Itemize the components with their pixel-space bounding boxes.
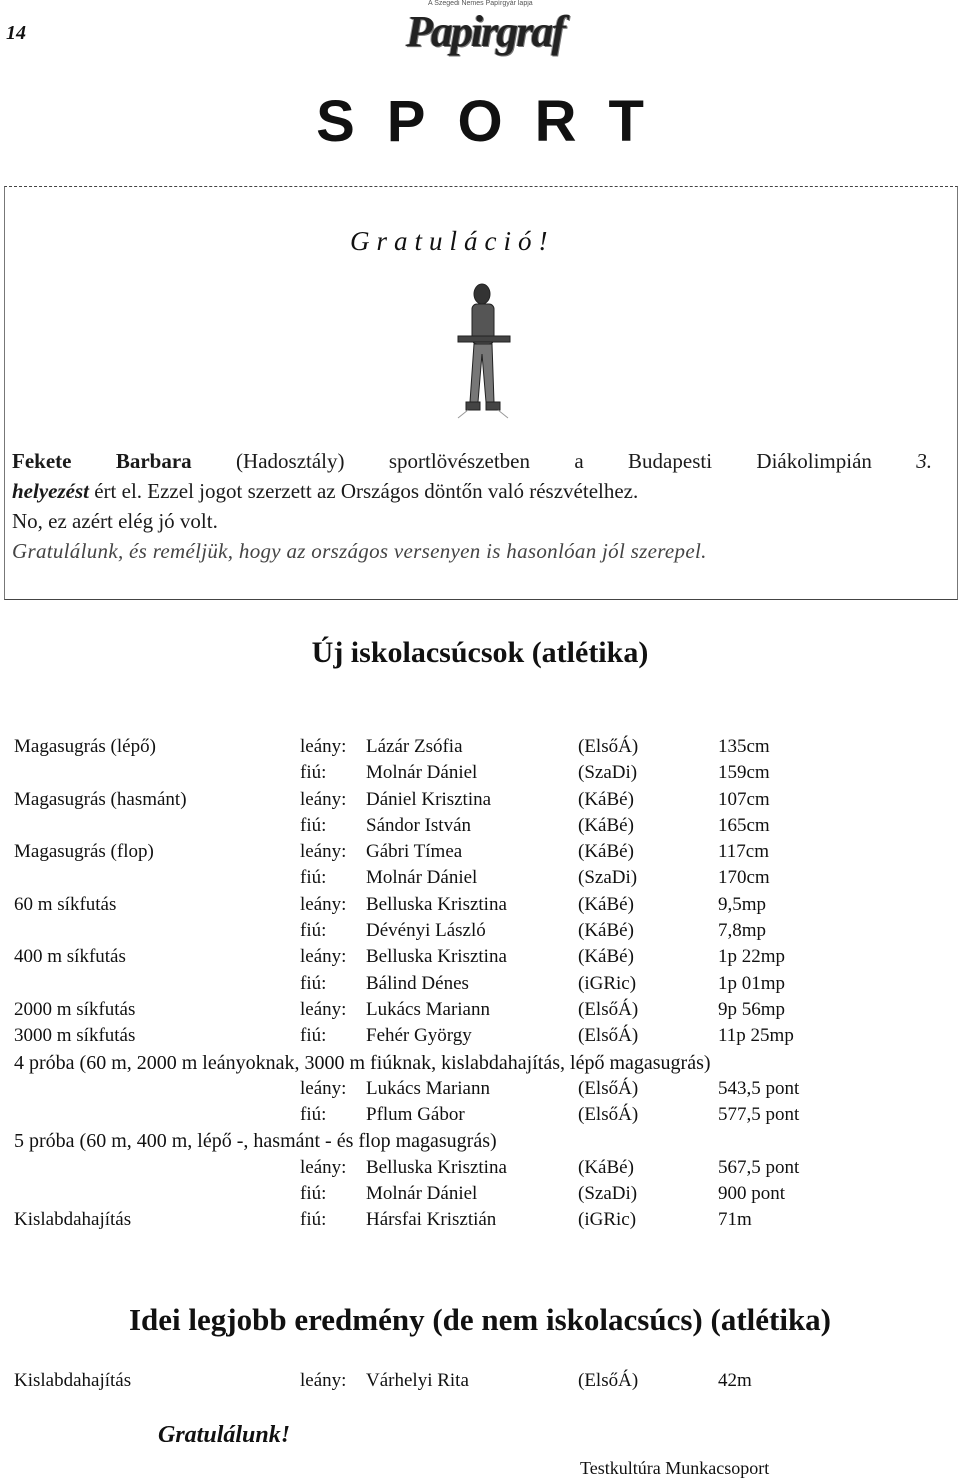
record-row <box>0 999 960 1025</box>
record-row <box>0 867 960 893</box>
congrats-line-1 <box>12 446 932 476</box>
record-row <box>0 736 960 762</box>
record-row <box>0 1025 960 1051</box>
event-name: Kislabdahajítás <box>14 1370 132 1391</box>
shooter-figure <box>448 282 518 420</box>
result-value: 107cm <box>718 789 770 810</box>
athlete-name: Lukács Mariann <box>366 999 490 1020</box>
result-value: 170cm <box>718 867 770 888</box>
athlete-name: Belluska Krisztina <box>366 1157 507 1178</box>
athlete-name: Belluska Krisztina <box>366 894 507 915</box>
record-row <box>0 789 960 815</box>
sex-label: leány: <box>300 1370 347 1391</box>
school-code: (ElsőÁ) <box>578 1104 639 1125</box>
school-code: (ElsőÁ) <box>578 736 639 757</box>
record-row <box>0 1104 960 1130</box>
sex-label: leány: <box>300 894 347 915</box>
closing-congrats: Gratulálunk! <box>158 1422 291 1448</box>
record-row <box>0 815 960 841</box>
congratulation-title: Gratuláció! <box>350 226 555 256</box>
school-code: (ElsőÁ) <box>578 1078 639 1099</box>
school-code: (ElsőÁ) <box>578 999 639 1020</box>
athlete-name: Hársfai Krisztián <box>366 1209 497 1230</box>
athlete-name: Pflum Gábor <box>366 1104 465 1125</box>
records-heading: Új iskolacsúcsok (atlétika) <box>311 636 649 669</box>
school-code: (KáBé) <box>578 789 634 810</box>
result-value: 117cm <box>718 841 770 862</box>
record-row <box>0 894 960 920</box>
sex-label: fiú: <box>300 920 327 941</box>
athlete-name: Molnár Dániel <box>366 762 478 783</box>
school-code: (iGRic) <box>578 973 637 994</box>
school-code: (SzaDi) <box>578 762 638 783</box>
best-result-heading: Idei legjobb eredmény (de nem iskolacsúcs) (atlétika) <box>128 1302 832 1337</box>
record-row <box>0 946 960 972</box>
athlete-name: Bálind Dénes <box>366 973 469 994</box>
athlete-name: Fehér György <box>366 1025 472 1046</box>
athlete-name: Molnár Dániel <box>366 1183 478 1204</box>
athlete-name: Molnár Dániel <box>366 867 478 888</box>
congrats-line-3: No, ez azért elég jó volt. <box>12 509 218 533</box>
school-code: (KáBé) <box>578 920 634 941</box>
record-row <box>0 973 960 999</box>
sex-label: leány: <box>300 1157 347 1178</box>
school-code: (KáBé) <box>578 946 634 967</box>
result-value: 7,8mp <box>718 920 767 941</box>
sex-label: fiú: <box>300 1209 327 1230</box>
result-value: 543,5 pont <box>718 1078 800 1099</box>
result-value: 42m <box>718 1370 752 1391</box>
result-value: 577,5 pont <box>718 1104 800 1125</box>
event-name: Magasugrás (hasmánt) <box>14 789 187 810</box>
sex-label: fiú: <box>300 867 327 888</box>
event-name: 60 m síkfutás <box>14 894 117 915</box>
congrats-line-2 <box>12 476 932 506</box>
result-value: 11p 25mp <box>718 1025 794 1046</box>
result-value: 135cm <box>718 736 770 757</box>
logo-caption: A Szegedi Nemes Papírgyár lapja <box>428 0 533 7</box>
result-value: 567,5 pont <box>718 1157 800 1178</box>
result-value: 165cm <box>718 815 770 836</box>
sex-label: fiú: <box>300 815 327 836</box>
sex-label: leány: <box>300 1078 347 1099</box>
school-code: (SzaDi) <box>578 1183 638 1204</box>
best-result-row <box>0 1370 960 1396</box>
page-number: 14 <box>6 22 26 44</box>
school-code: (ElsőÁ) <box>578 1025 639 1046</box>
school-code: (KáBé) <box>578 1157 634 1178</box>
sex-label: leány: <box>300 736 347 757</box>
athlete-name: Lukács Mariann <box>366 1078 490 1099</box>
congrats-line-4: Gratulálunk, és reméljük, hogy az országos versenyen is hasonlóan jól szerepel. <box>12 539 707 563</box>
section-title: SPORT <box>316 89 676 154</box>
sex-label: fiú: <box>300 973 327 994</box>
sex-label: leány: <box>300 841 347 862</box>
record-row <box>0 1157 960 1183</box>
signature: Testkultúra Munkacsoport <box>580 1458 770 1478</box>
record-row <box>0 1209 960 1235</box>
event-name: Kislabdahajítás <box>14 1209 132 1230</box>
sex-label: fiú: <box>300 762 327 783</box>
athlete-name: Lázár Zsófia <box>366 736 463 757</box>
result-value: 9,5mp <box>718 894 767 915</box>
sex-label: leány: <box>300 999 347 1020</box>
event-name: Magasugrás (lépő) <box>14 736 156 757</box>
record-row <box>0 841 960 867</box>
record-row <box>0 762 960 788</box>
sex-label: leány: <box>300 789 347 810</box>
congrats-line-2-text: ért el. Ezzel jogot szerzett az Országos döntőn való részvételhez. <box>94 479 639 503</box>
newspaper-logo: Papirgraf <box>406 7 564 56</box>
sex-label: fiú: <box>300 1104 327 1125</box>
result-value: 71m <box>718 1209 752 1230</box>
result-value: 900 pont <box>718 1183 786 1204</box>
sex-label: leány: <box>300 946 347 967</box>
placement-number: 3. <box>916 449 933 473</box>
event-name: 400 m síkfutás <box>14 946 126 967</box>
athlete-name: Dévényi László <box>366 920 486 941</box>
record-row <box>0 920 960 946</box>
record-row <box>0 1078 960 1104</box>
event-name: 3000 m síkfutás <box>14 1025 136 1046</box>
athlete-name: Dániel Krisztina <box>366 789 492 810</box>
school-code: (KáBé) <box>578 815 634 836</box>
result-value: 9p 56mp <box>718 999 786 1020</box>
school-code: (KáBé) <box>578 841 634 862</box>
result-value: 1p 01mp <box>718 973 786 994</box>
congrats-line-1-text: (Hadosztály) sportlövészetben a Budapesti Diákolimpián <box>236 449 872 473</box>
athlete-name: Gábri Tímea <box>366 841 463 862</box>
record-row <box>0 1183 960 1209</box>
sex-label: fiú: <box>300 1183 327 1204</box>
athlete-name: Várhelyi Rita <box>366 1370 469 1391</box>
result-value: 159cm <box>718 762 770 783</box>
event-name: Magasugrás (flop) <box>14 841 154 862</box>
result-value: 1p 22mp <box>718 946 786 967</box>
athlete-name: Belluska Krisztina <box>366 946 507 967</box>
school-code: (SzaDi) <box>578 867 638 888</box>
athlete-name: Sándor István <box>366 815 472 836</box>
event-name: 2000 m síkfutás <box>14 999 136 1020</box>
school-code: (KáBé) <box>578 894 634 915</box>
athlete-name: Fekete Barbara <box>12 449 192 473</box>
five-events-heading: 5 próba (60 m, 400 m, lépő -, hasmánt - és flop magasugrás) <box>14 1130 497 1152</box>
school-code: (iGRic) <box>578 1209 637 1230</box>
sex-label: fiú: <box>300 1025 327 1046</box>
school-code: (ElsőÁ) <box>578 1370 639 1391</box>
four-events-heading: 4 próba (60 m, 2000 m leányoknak, 3000 m fiúknak, kislabdahajítás, lépő magasugrás) <box>14 1052 711 1074</box>
placement-word: helyezést <box>12 479 89 503</box>
